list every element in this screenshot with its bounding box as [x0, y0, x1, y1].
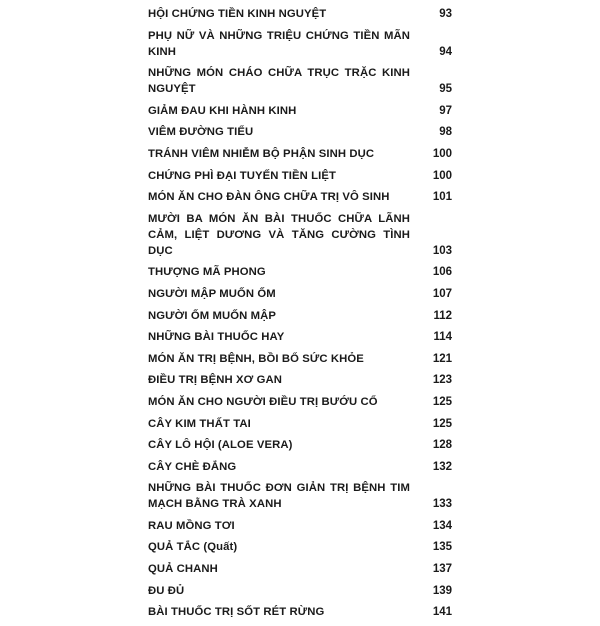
toc-entry — [148, 437, 452, 453]
toc-entry-page-number: 106 — [432, 266, 452, 279]
toc-entry-page-number: 121 — [432, 352, 452, 365]
toc-entry-page-number: 100 — [432, 169, 452, 182]
toc-entry-title: NGƯỜI ỐM MUỐN MẬP — [148, 309, 277, 322]
toc-entry-title: GIẢM ĐAU KHI HÀNH KINH — [148, 104, 297, 117]
toc-entry-page-number: 114 — [433, 331, 452, 344]
toc-entry-page-number: 97 — [439, 104, 452, 117]
toc-entry-title: NHỮNG BÀI THUỐC HAY — [148, 331, 285, 344]
toc-entry — [148, 168, 452, 184]
toc-entry-page-number: 103 — [432, 244, 452, 257]
toc-entry-page-number: 125 — [432, 417, 452, 430]
toc-entry-page-number: 95 — [439, 83, 452, 96]
toc-entry-title: MƯỜI BA MÓN ĂN BÀI THUỐC CHỮA LÃNH CẢM, LIỆT DƯƠNG VÀ TĂNG CƯỜNG TÌNH DỤC — [148, 212, 410, 257]
toc-entry — [148, 264, 452, 280]
toc-entry-title: CÂY LÔ HỘI (ALOE VERA) — [148, 439, 293, 452]
toc-entry-page-number: 101 — [432, 191, 452, 204]
toc-entry-page-number: 107 — [432, 287, 452, 300]
toc-entry — [148, 124, 452, 140]
table-of-contents — [148, 6, 452, 626]
toc-entry — [148, 65, 452, 97]
toc-entry-page-number: 132 — [432, 460, 452, 473]
toc-entry — [148, 561, 452, 577]
toc-entry-page-number: 112 — [433, 309, 452, 322]
toc-entry — [148, 480, 452, 512]
toc-entry-title: THƯỢNG MÃ PHONG — [148, 266, 266, 279]
toc-entry-title: NHỮNG BÀI THUỐC ĐƠN GIẢN TRỊ BỆNH TIM MẠCH BẰNG TRÀ XANH — [148, 482, 410, 511]
toc-entry-page-number: 128 — [432, 439, 452, 452]
toc-entry-page-number: 123 — [432, 374, 452, 387]
toc-entry-title: NHỮNG MÓN CHÁO CHỮA TRỤC TRẶC KINH NGUYỆT — [148, 67, 410, 96]
toc-entry — [148, 604, 452, 620]
toc-entry-title: ĐIỀU TRỊ BỆNH XƠ GAN — [148, 374, 283, 387]
toc-entry-page-number: 93 — [439, 8, 452, 20]
toc-entry — [148, 28, 452, 60]
toc-entry — [148, 286, 452, 302]
toc-entry-title: CÂY CHÈ ĐẮNG — [148, 460, 237, 473]
toc-entry-page-number: 134 — [432, 519, 452, 532]
toc-entry — [148, 351, 452, 367]
toc-entry-title: MÓN ĂN CHO NGƯỜI ĐIỀU TRỊ BƯỚU CỔ — [148, 395, 378, 408]
toc-entry-title: VIÊM ĐƯỜNG TIỂU — [148, 126, 254, 139]
toc-entry — [148, 211, 452, 259]
toc-entry — [148, 146, 452, 162]
toc-entry-page-number: 133 — [432, 498, 452, 511]
toc-entry-title: QUẢ TẮC (Quất) — [148, 541, 238, 554]
toc-entry — [148, 583, 452, 599]
toc-entry-title: BÀI THUỐC TRỊ SỐT RÉT RỪNG — [148, 606, 325, 619]
toc-entry — [148, 329, 452, 345]
toc-entry-title: CÂY KIM THẤT TAI — [148, 417, 251, 430]
toc-entry-title: RAU MỒNG TƠI — [148, 519, 235, 532]
toc-entry — [148, 459, 452, 475]
toc-entry-page-number: 100 — [432, 147, 452, 160]
toc-entry-page-number: 141 — [432, 606, 452, 619]
toc-entry — [148, 372, 452, 388]
toc-entry-page-number: 94 — [439, 45, 452, 58]
toc-entry-title: HỘI CHỨNG TIỀN KINH NGUYỆT — [148, 8, 327, 20]
toc-entry-title: NGƯỜI MẬP MUỐN ỐM — [148, 287, 276, 300]
toc-entry-title: TRÁNH VIÊM NHIỄM BỘ PHẬN SINH DỤC — [148, 147, 375, 160]
toc-entry-title: CHỨNG PHÌ ĐẠI TUYẾN TIỀN LIỆT — [148, 169, 337, 182]
toc-entry-page-number: 137 — [432, 563, 452, 576]
toc-entry-page-number: 98 — [439, 126, 452, 139]
toc-entry — [148, 6, 452, 22]
toc-entry — [148, 518, 452, 534]
toc-entry-page-number: 139 — [432, 584, 452, 597]
toc-entry — [148, 394, 452, 410]
toc-entry — [148, 308, 452, 324]
toc-entry — [148, 416, 452, 432]
toc-entry-page-number: 125 — [432, 395, 452, 408]
toc-entry-title: MÓN ĂN CHO ĐÀN ÔNG CHỮA TRỊ VÔ SINH — [148, 191, 390, 204]
toc-entry-title: ĐU ĐỦ — [148, 584, 185, 597]
toc-entry-title: QUẢ CHANH — [148, 563, 218, 576]
toc-entry — [148, 539, 452, 555]
toc-entry-title: PHỤ NỮ VÀ NHỮNG TRIỆU CHỨNG TIỀN MÃN KINH — [148, 29, 410, 58]
toc-entry — [148, 189, 452, 205]
toc-entry — [148, 103, 452, 119]
toc-entry-title: MÓN ĂN TRỊ BỆNH, BỒI BỔ SỨC KHỎE — [148, 352, 364, 365]
toc-entry-page-number: 135 — [432, 541, 452, 554]
